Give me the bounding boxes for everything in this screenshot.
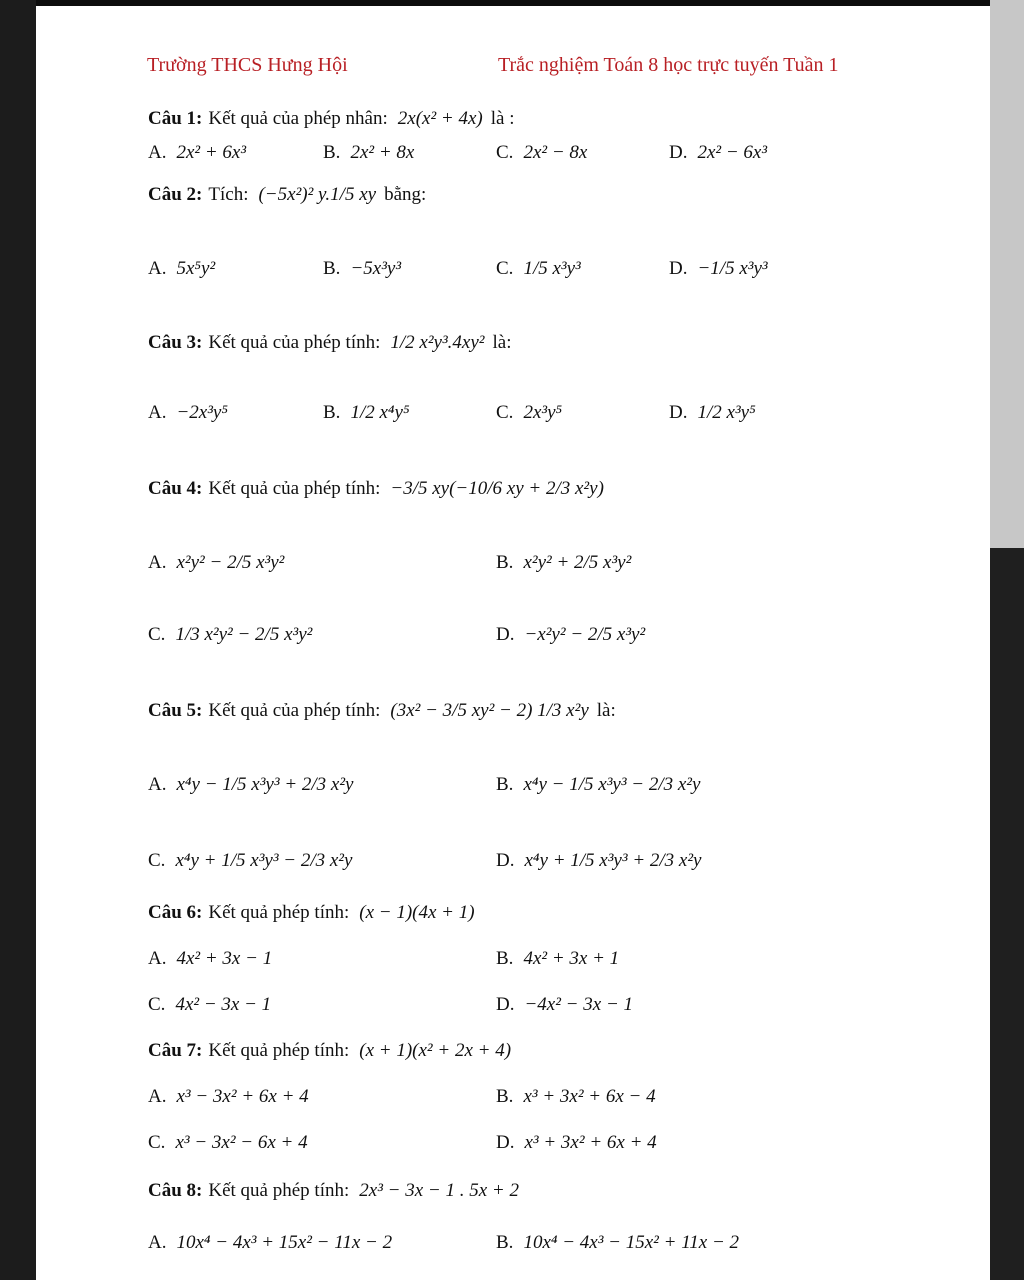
- q6-option-a[interactable]: [148, 944, 272, 974]
- option-label: A.: [148, 1086, 167, 1107]
- option-label: D.: [496, 624, 515, 645]
- question-text: Kết quả của phép tính:: [208, 332, 381, 353]
- q6-option-c[interactable]: [148, 990, 271, 1020]
- option-label: D.: [669, 142, 688, 163]
- option-label: C.: [148, 850, 166, 871]
- option-expr: x³ − 3x² + 6x + 4: [176, 1086, 309, 1107]
- question-number: Câu 8:: [148, 1180, 203, 1201]
- question-text: Kết quả phép tính:: [208, 1040, 350, 1061]
- question-number: Câu 7:: [148, 1040, 203, 1061]
- option-label: D.: [496, 850, 515, 871]
- question-suffix: bằng:: [384, 184, 427, 205]
- question-suffix: là :: [490, 108, 515, 129]
- left-margin: [0, 0, 36, 1280]
- q2-option-d[interactable]: [669, 254, 768, 284]
- option-label: B.: [496, 948, 514, 969]
- q4-option-b[interactable]: [496, 548, 631, 578]
- question-3: [148, 328, 512, 358]
- option-expr: 1/3 x²y² − 2/5 x³y²: [175, 624, 313, 645]
- q8-option-a[interactable]: [148, 1228, 392, 1258]
- option-expr: x⁴y + 1/5 x³y³ − 2/3 x²y: [175, 850, 353, 871]
- option-label: A.: [148, 552, 167, 573]
- option-label: C.: [496, 258, 514, 279]
- question-math: (3x² − 3/5 xy² − 2) 1/3 x²y: [390, 700, 589, 721]
- option-label: B.: [323, 142, 341, 163]
- question-number: Câu 4:: [148, 478, 203, 499]
- document-title: Trắc nghiệm Toán 8 học trực tuyến Tuần 1: [498, 54, 839, 76]
- question-number: Câu 6:: [148, 902, 203, 923]
- q5-option-d[interactable]: [496, 846, 701, 876]
- option-label: C.: [148, 994, 166, 1015]
- q4-option-a[interactable]: [148, 548, 284, 578]
- q1-option-d[interactable]: [669, 138, 767, 168]
- q2-option-b[interactable]: [323, 254, 401, 284]
- question-2: [148, 180, 426, 210]
- option-label: A.: [148, 774, 167, 795]
- option-label: B.: [496, 774, 514, 795]
- question-math: (x − 1)(4x + 1): [359, 902, 475, 923]
- question-text: Kết quả phép tính:: [208, 1180, 350, 1201]
- option-expr: 1/2 x⁴y⁵: [350, 402, 410, 423]
- q5-option-a[interactable]: [148, 770, 353, 800]
- option-expr: x³ − 3x² − 6x + 4: [175, 1132, 308, 1153]
- option-label: D.: [496, 1132, 515, 1153]
- q2-option-a[interactable]: [148, 254, 215, 284]
- option-label: D.: [669, 402, 688, 423]
- option-expr: 4x² + 3x − 1: [176, 948, 273, 969]
- question-text: Kết quả phép tính:: [208, 902, 350, 923]
- option-label: A.: [148, 142, 167, 163]
- option-expr: 10x⁴ − 4x³ − 15x² + 11x − 2: [523, 1232, 740, 1253]
- q4-option-d[interactable]: [496, 620, 645, 650]
- option-label: C.: [496, 402, 514, 423]
- q8-option-b[interactable]: [496, 1228, 739, 1258]
- option-expr: 10x⁴ − 4x³ + 15x² − 11x − 2: [176, 1232, 393, 1253]
- question-suffix: là:: [596, 700, 616, 721]
- option-label: B.: [323, 402, 341, 423]
- q3-option-a[interactable]: [148, 398, 228, 428]
- question-7: [148, 1036, 511, 1066]
- q1-option-c[interactable]: [496, 138, 587, 168]
- option-label: A.: [148, 258, 167, 279]
- question-number: Câu 1:: [148, 108, 203, 129]
- option-expr: x²y² + 2/5 x³y²: [523, 552, 632, 573]
- question-1: [148, 104, 515, 134]
- q5-option-b[interactable]: [496, 770, 700, 800]
- question-text: Kết quả của phép tính:: [208, 478, 381, 499]
- question-text: Tích:: [208, 184, 249, 205]
- option-expr: −x²y² − 2/5 x³y²: [524, 624, 646, 645]
- q7-option-b[interactable]: [496, 1082, 656, 1112]
- q7-option-c[interactable]: [148, 1128, 308, 1158]
- option-expr: 4x² − 3x − 1: [175, 994, 272, 1015]
- option-expr: 1/2 x³y⁵: [697, 402, 756, 423]
- option-expr: 2x² + 6x³: [176, 142, 247, 163]
- question-math: (−5x²)² y.1/5 xy: [258, 184, 377, 205]
- option-expr: 1/5 x³y³: [523, 258, 581, 279]
- question-math: 1/2 x²y³.4xy²: [390, 332, 485, 353]
- option-expr: 2x² + 8x: [350, 142, 415, 163]
- q3-option-b[interactable]: [323, 398, 410, 428]
- option-expr: 5x⁵y²: [176, 258, 216, 279]
- q3-option-d[interactable]: [669, 398, 756, 428]
- document-page: [36, 6, 990, 1280]
- question-suffix: là:: [492, 332, 512, 353]
- q7-option-d[interactable]: [496, 1128, 657, 1158]
- option-label: A.: [148, 948, 167, 969]
- q1-option-b[interactable]: [323, 138, 414, 168]
- question-6: [148, 898, 475, 928]
- option-expr: 2x³y⁵: [523, 402, 563, 423]
- question-4: [148, 474, 604, 504]
- q7-option-a[interactable]: [148, 1082, 309, 1112]
- option-label: B.: [496, 1232, 514, 1253]
- question-math: 2x(x² + 4x): [397, 108, 483, 129]
- question-text: Kết quả của phép nhân:: [208, 108, 388, 129]
- option-expr: −2x³y⁵: [176, 402, 228, 423]
- question-8: [148, 1176, 519, 1206]
- q4-option-c[interactable]: [148, 620, 312, 650]
- question-math: 2x³ − 3x − 1 . 5x + 2: [359, 1180, 519, 1201]
- scrollbar-thumb[interactable]: [990, 0, 1024, 548]
- option-expr: 2x² − 6x³: [697, 142, 768, 163]
- q3-option-c[interactable]: [496, 398, 562, 428]
- option-label: C.: [148, 1132, 166, 1153]
- question-number: Câu 2:: [148, 184, 203, 205]
- option-label: D.: [669, 258, 688, 279]
- question-5: [148, 696, 616, 726]
- option-expr: x⁴y + 1/5 x³y³ + 2/3 x²y: [524, 850, 702, 871]
- option-expr: −5x³y³: [350, 258, 402, 279]
- q2-option-c[interactable]: [496, 254, 581, 284]
- question-number: Câu 5:: [148, 700, 203, 721]
- option-expr: 4x² + 3x + 1: [523, 948, 620, 969]
- option-expr: x⁴y − 1/5 x³y³ − 2/3 x²y: [523, 774, 701, 795]
- q6-option-d[interactable]: [496, 990, 633, 1020]
- option-label: A.: [148, 402, 167, 423]
- option-expr: −4x² − 3x − 1: [524, 994, 634, 1015]
- option-expr: x³ + 3x² + 6x + 4: [524, 1132, 657, 1153]
- q6-option-b[interactable]: [496, 944, 619, 974]
- option-expr: 2x² − 8x: [523, 142, 588, 163]
- option-label: C.: [148, 624, 166, 645]
- q1-option-a[interactable]: [148, 138, 246, 168]
- option-label: B.: [496, 552, 514, 573]
- question-number: Câu 3:: [148, 332, 203, 353]
- option-label: B.: [496, 1086, 514, 1107]
- option-label: D.: [496, 994, 515, 1015]
- option-label: B.: [323, 258, 341, 279]
- option-label: C.: [496, 142, 514, 163]
- option-expr: x⁴y − 1/5 x³y³ + 2/3 x²y: [176, 774, 354, 795]
- question-math: −3/5 xy(−10/6 xy + 2/3 x²y): [390, 478, 604, 499]
- question-math: (x + 1)(x² + 2x + 4): [359, 1040, 512, 1061]
- school-name: Trường THCS Hưng Hội: [147, 54, 348, 76]
- q5-option-c[interactable]: [148, 846, 352, 876]
- option-expr: −1/5 x³y³: [697, 258, 768, 279]
- option-expr: x²y² − 2/5 x³y²: [176, 552, 285, 573]
- option-expr: x³ + 3x² + 6x − 4: [523, 1086, 656, 1107]
- option-label: A.: [148, 1232, 167, 1253]
- question-text: Kết quả của phép tính:: [208, 700, 381, 721]
